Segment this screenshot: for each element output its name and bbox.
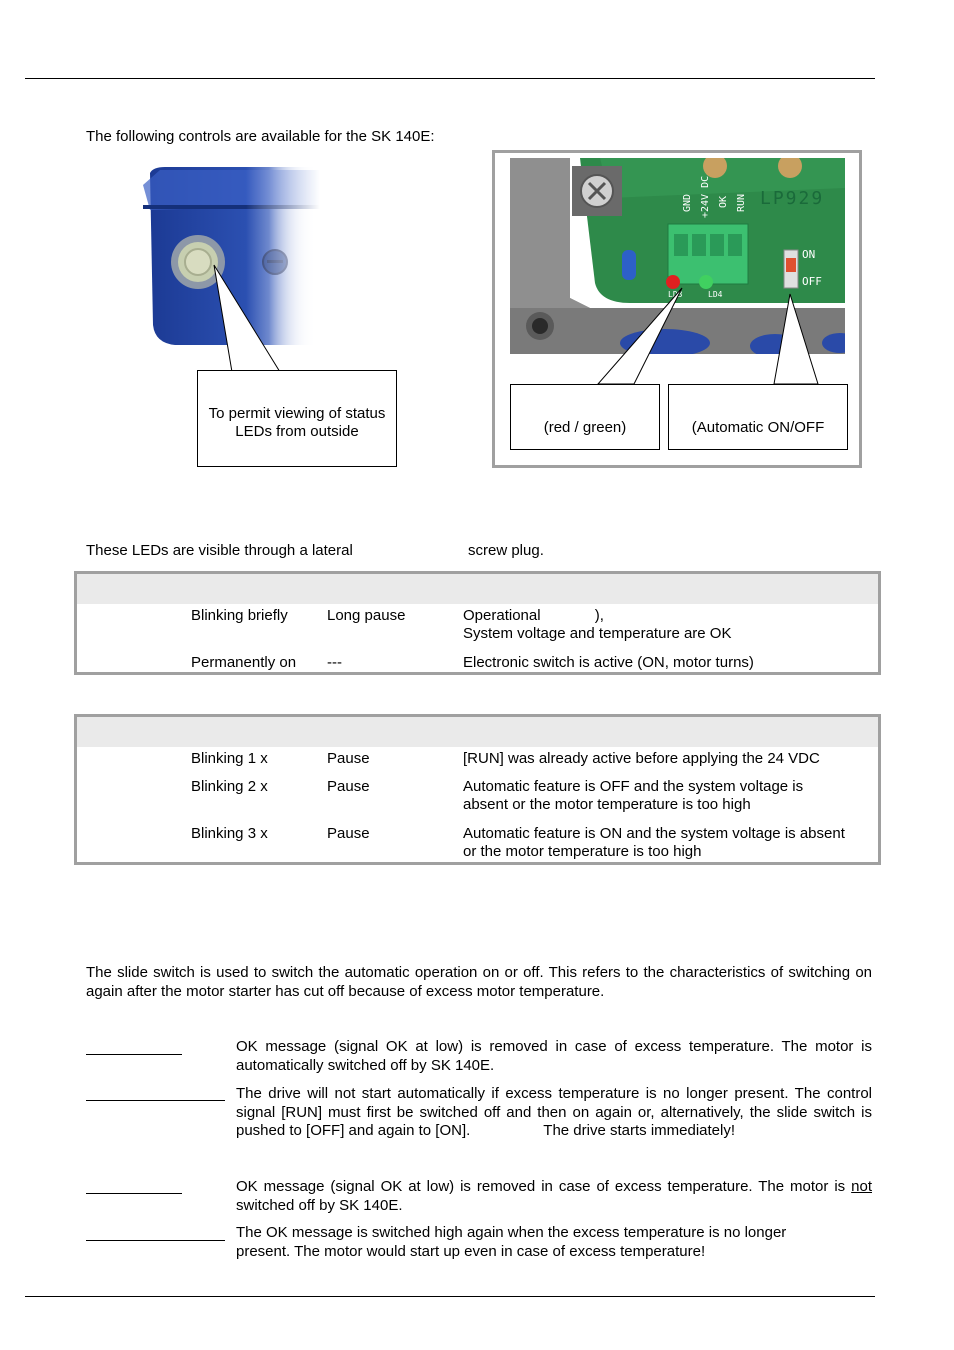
pcb-label-run: RUN [736, 193, 747, 212]
desc-4-line2: present. The motor would start up even in case of excess temperature! [236, 1243, 706, 1260]
table-header [77, 574, 878, 604]
heading-underline-2 [86, 1100, 225, 1101]
desc-3-a: OK message (signal OK at low) is removed in case of excess temperature. The motor is [236, 1178, 846, 1195]
left-callout-box [197, 370, 397, 467]
table-header [77, 717, 878, 747]
desc-3 [236, 1178, 872, 1215]
pcb-label-ok: OK [718, 195, 729, 208]
callout-leds-text: (red / green) [543, 419, 627, 436]
led-table-green [74, 571, 881, 675]
table-cell-state: Permanently on [191, 654, 297, 671]
intro-text: The following controls are available for the SK 140E: [86, 128, 435, 145]
table-cell-state: Blinking 1 x [191, 750, 268, 767]
leds-text-b: screw plug. [468, 542, 544, 559]
table-cell-interval: Long pause [327, 607, 406, 624]
desc-1: OK message (signal OK at low) is removed in case of excess temperature. The motor is automatically switched off by SK 140E. [236, 1038, 872, 1074]
desc-3-b: switched off by SK 140E. [236, 1196, 403, 1214]
table-cell-state: Blinking 2 x [191, 778, 268, 795]
left-callout-line1: To permit viewing of status [208, 405, 386, 422]
desc-2-main: The drive will not start automatically if excess temperature is no longer present. The control signal [RUN] must first be switched off and then on again or, alternatively, the slide switch is pushed to [OFF] and again to [ON]. [236, 1085, 872, 1139]
slide-switch-paragraph: The slide switch is used to switch the automatic operation on or off. This refers to the characteristics of switching on again after the motor starter has cut off because of excess motor temperature. [86, 964, 872, 1000]
right-callout-pointers [500, 280, 860, 390]
pcb-switch-off-label: OFF [802, 275, 822, 288]
table-cell-meaning: Automatic feature is OFF and the system voltage is [463, 778, 804, 795]
pcb-led-label-ld4: LD4 [708, 290, 723, 299]
callout-switch [668, 384, 848, 450]
leds-text-a: These LEDs are visible through a lateral [86, 542, 353, 559]
footer-rule [25, 1296, 875, 1297]
left-callout-line2: LEDs from outside [235, 423, 359, 440]
callout-leds [510, 384, 660, 450]
table-cell-state: Blinking briefly [191, 607, 288, 624]
table-cell-interval: Pause [327, 778, 370, 795]
header-rule [25, 78, 875, 79]
left-callout-pointer [190, 260, 310, 375]
table-cell-meaning: or the motor temperature is too high [463, 843, 702, 860]
pcb-label-24v: +24V DC [700, 175, 711, 218]
pcb-label-gnd: GND [682, 193, 693, 212]
pcb-switch-on-label: ON [802, 248, 816, 261]
table-cell-meaning: Operational ), [463, 607, 604, 624]
pcb-board-id: LP929 [760, 188, 825, 209]
callout-switch-text: (Automatic ON/OFF [691, 419, 825, 436]
desc-2 [236, 1085, 872, 1141]
table-cell-meaning: Electronic switch is active (ON, motor turns) [463, 654, 754, 671]
table-cell-meaning: Automatic feature is ON and the system voltage is absent [463, 825, 845, 842]
heading-underline-4 [86, 1240, 225, 1241]
desc-2-tail: The drive starts immediately! [543, 1122, 736, 1139]
desc-3-not: not [851, 1178, 872, 1195]
table-cell-state: Blinking 3 x [191, 825, 268, 842]
pcb-led-label-ld3: LD3 [668, 290, 683, 299]
heading-underline-3 [86, 1193, 182, 1194]
table-cell-meaning: absent or the motor temperature is too high [463, 796, 751, 813]
table-cell-interval: --- [327, 654, 342, 671]
table-cell-interval: Pause [327, 825, 370, 842]
desc-4-line1: The OK message is switched high again when the excess temperature is no longer [236, 1224, 787, 1241]
table-cell-meaning: System voltage and temperature are OK [463, 625, 732, 642]
table-cell-meaning: [RUN] was already active before applying the 24 VDC [463, 750, 820, 767]
table-cell-interval: Pause [327, 750, 370, 767]
led-table-red [74, 714, 881, 865]
heading-underline-1 [86, 1054, 182, 1055]
